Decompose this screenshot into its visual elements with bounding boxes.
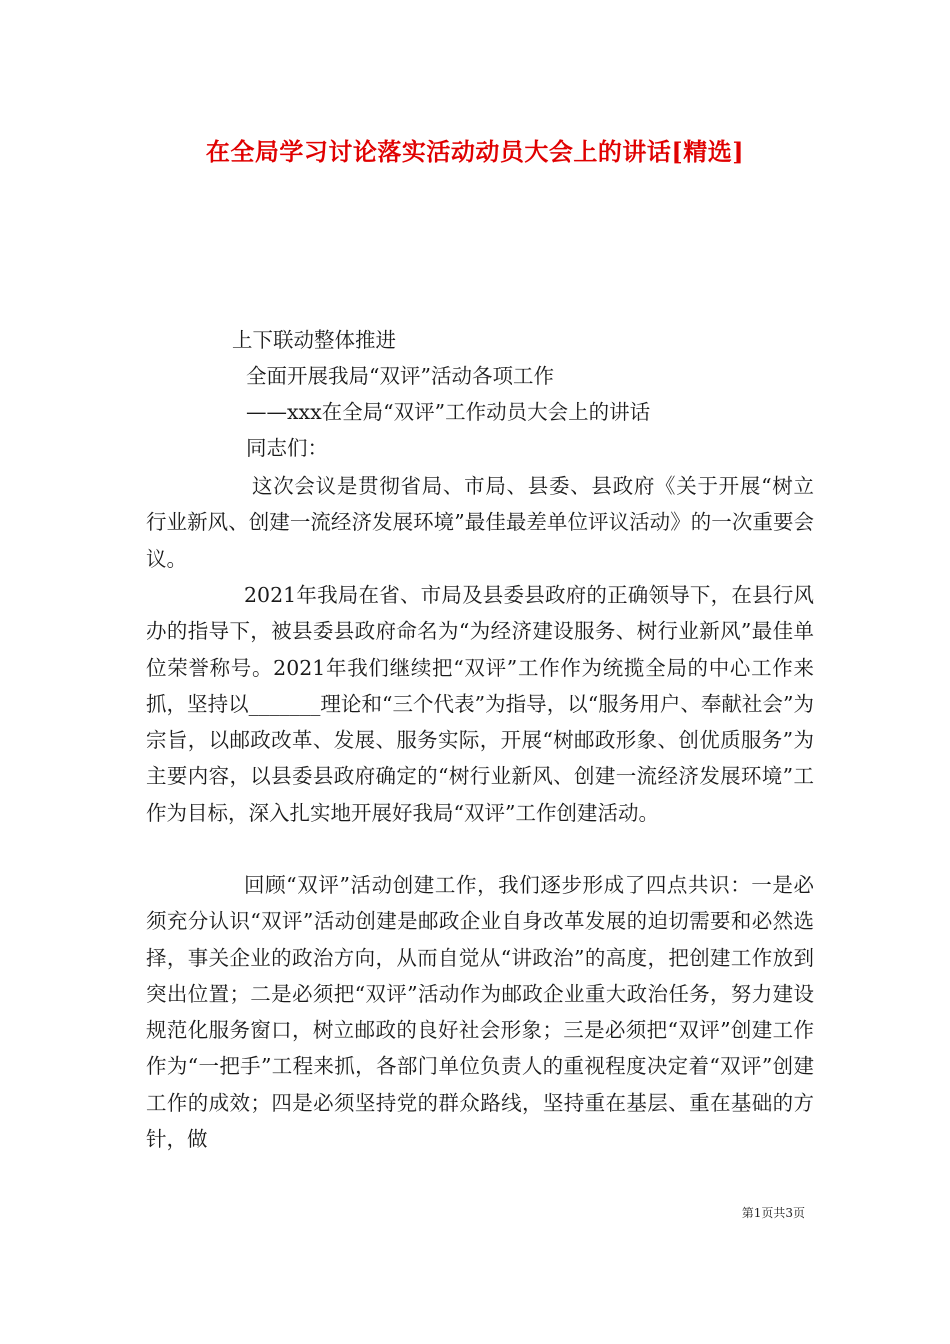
- byline: ——xxx在全局“双评”工作动员大会上的讲话: [246, 400, 651, 424]
- paragraph-3: 回顾“双评”活动创建工作，我们逐步形成了四点共识：一是必须充分认识“双评”活动创建是邮政企业自身改革发展的迫切需要和必然选择，事关企业的政治方向，从而自觉从“讲政治”的高度，把创建工作放到突出位置；二是必须把“双评”活动作为邮政企业重大政治任务，努力建设规范化服务窗口，树立邮政的良好社会形象；三是必须把“双评”创建工作作为“一把手”工程来抓，各部门单位负责人的重视程度决定着“双评”创建工作的成效；四是必须坚持党的群众路线，坚持重在基层、重在基础的方针，做: [146, 873, 814, 1151]
- paragraph-2: 2021年我局在省、市局及县委县政府的正确领导下，在县行风办的指导下，被县委县政府命名为“为经济建设服务、树行业新风”最佳单位荣誉称号。2021年我们继续把“双评”工作作为统揽全局的中心工作来抓，坚持以_______理论和“三个代表”为指导，以“服务用户、奉献社会”为宗旨，以邮政改革、发展、服务实际，开展“树邮政形象、创优质服务”为主要内容，以县委县政府确定的“树行业新风、创建一流经济发展环境”工作为目标，深入扎实地开展好我局“双评”工作创建活动。: [146, 583, 814, 825]
- greeting: 同志们：: [246, 436, 328, 460]
- document-title: 在全局学习讨论落实活动动员大会上的讲话[精选]: [205, 137, 745, 166]
- subtitle-line-1: 上下联动整体推进: [232, 328, 396, 352]
- page-number-footer: 第1页共3页: [741, 1206, 805, 1220]
- subtitle-line-2: 全面开展我局“双评”活动各项工作: [246, 364, 554, 388]
- paragraph-1: 这次会议是贯彻省局、市局、县委、县政府《关于开展“树立行业新风、创建一流经济发展环境”最佳最差单位评议活动》的一次重要会议。: [146, 474, 814, 571]
